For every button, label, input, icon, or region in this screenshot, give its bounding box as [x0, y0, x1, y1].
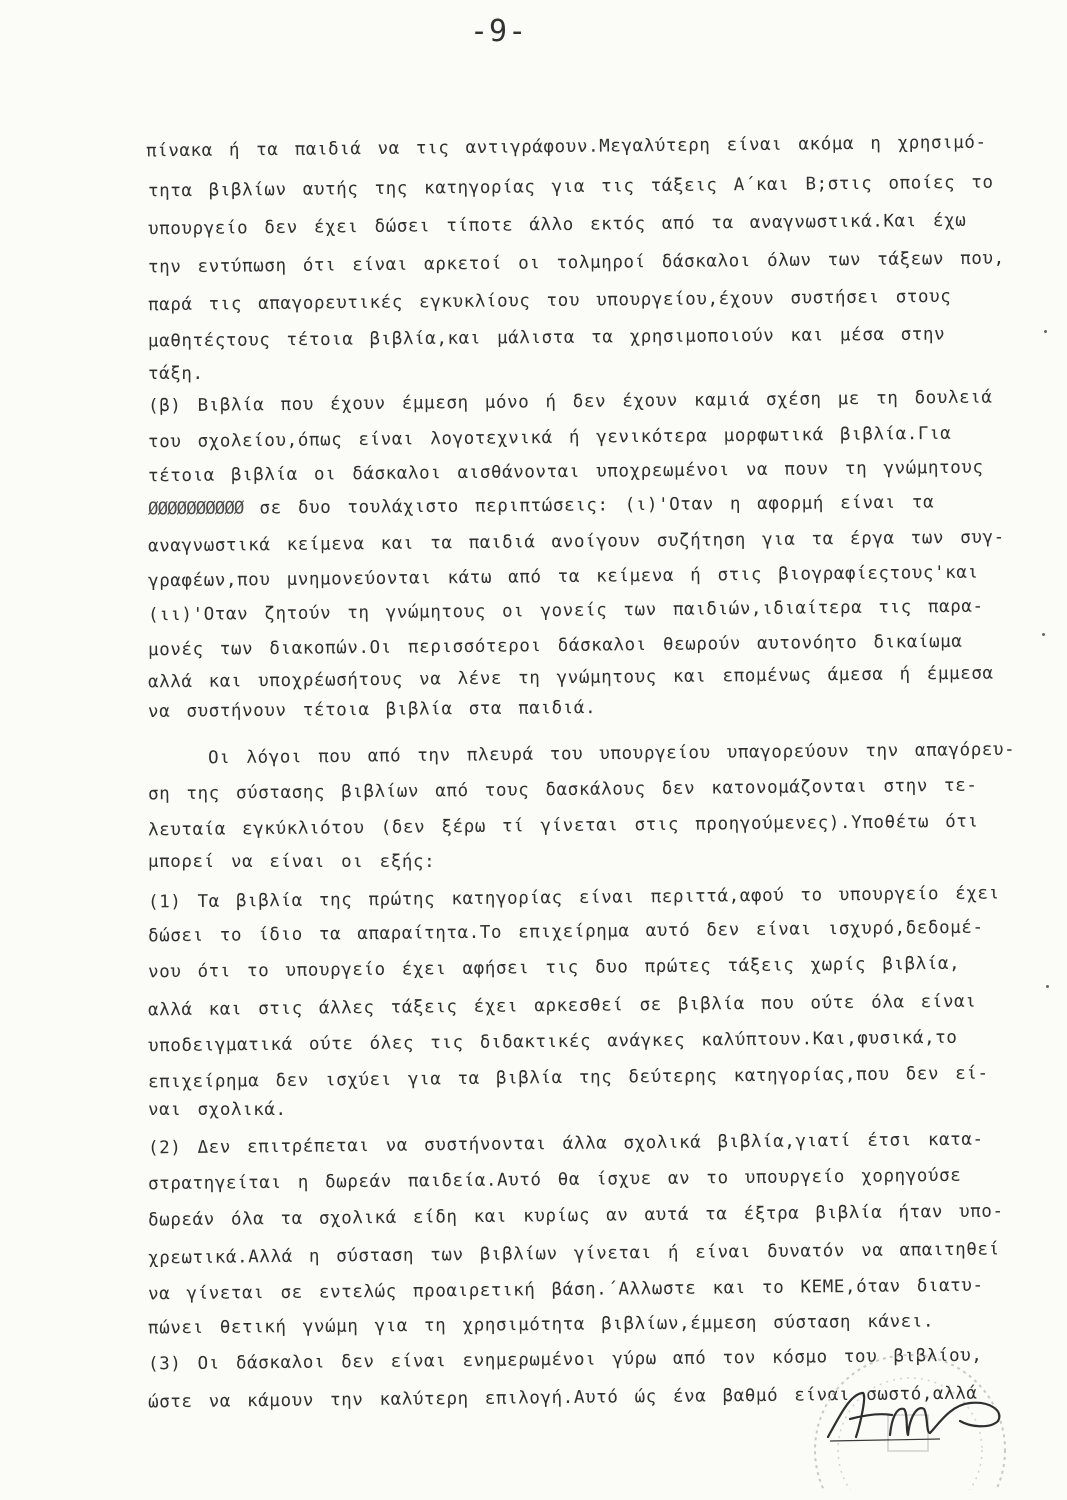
text-line: του σχολείου,όπως είναι λογοτεχνικά ή γενικότερα μορφωτικά βιβλία.Για: [147, 423, 952, 453]
text-line: να γίνεται σε εντελώς προαιρετική βάση.΄Αλλωστε και το ΚΕΜΕ,όταν διατυ-: [147, 1275, 984, 1305]
text-line: τέτοια βιβλία οι δάσκαλοι αισθάνονται υποχρεωμένοι να πουν τη γνώμητους: [147, 457, 984, 487]
text-line-content: σε δυο τουλάχιστο περιπτώσεις: (ι)'Οταν η αφορμή είναι τα: [259, 492, 935, 519]
text-line: γραφέων,που μνημονεύονται κάτω από τα κείμενα ή στις βιογραφίεςτους'και: [147, 562, 979, 592]
page-number: -9-: [470, 14, 528, 49]
text-line: μαθητέςτους τέτοια βιβλία,και μάλιστα τα χρησιμοποιούν και μέσα στην: [147, 324, 946, 352]
text-line: μονές των διακοπών.Οι περισσότεροι δάσκαλοι θεωρούν αυτονόητο δικαίωμα: [147, 631, 963, 661]
text-line: αλλά και υποχρέωσήτους να λένε τη γνώμητους και επομένως άμεσα ή έμμεσα: [147, 663, 994, 693]
margin-mark: [1042, 633, 1045, 636]
struck-out-text: ØØØØØØØØØØ: [147, 498, 244, 520]
text-line: (1) Τα βιβλία της πρώτης κατηγορίας είναι περιττά,αφού το υπουργείο έχει: [147, 883, 1000, 913]
text-line: ση της σύστασης βιβλίων από τους δασκάλους δεν κατονομάζονται στην τε-: [147, 775, 978, 805]
text-line: υπουργείο δεν έχει δώσει τίποτε άλλο εκτός από τα αναγνωστικά.Και έχω: [147, 210, 967, 240]
margin-mark: [1046, 985, 1049, 988]
text-line: λευταία εγκύκλιότου (δεν ξέρω τί γίνεται στις προηγούμενες).Υποθέτω ότι: [147, 811, 979, 841]
text-line: (3) Οι δάσκαλοι δεν είναι ενημερωμένοι γύρω από τον κόσμο του βιβλίου,: [147, 1345, 983, 1375]
text-line: τητα βιβλίων αυτής της κατηγορίας για τις τάξεις Α΄και Β;στις οποίες το: [147, 172, 994, 202]
text-line: [148, 493, 934, 520]
text-line: Οι λόγοι που από την πλευρά του υπουργείου υπαγορεύουν την απαγόρευ-: [207, 739, 1016, 769]
text-line: παρά τις απαγορευτικές εγκυκλίους του υπουργείου,έχουν συστήσει στους: [147, 286, 952, 316]
text-line: νου ότι το υπουργείο έχει αφήσει τις δυο πρώτες τάξεις χωρίς βιβλία,: [147, 953, 961, 983]
text-line: δωρεάν όλα τα σχολικά είδη και κυρίως αν αυτά τα έξτρα βιβλία ήταν υπο-: [147, 1201, 1004, 1231]
text-line: να συστήνουν τέτοια βιβλία στα παιδιά.: [147, 698, 597, 722]
text-line: πίνακα ή τα παιδιά να τις αντιγράφουν.Μεγαλύτερη είναι ακόμα η χρησιμό-: [145, 132, 987, 162]
text-line: πώνει θετική γνώμη για τη χρησιμότητα βιβλίων,έμμεση σύσταση κάνει.: [147, 1311, 935, 1339]
text-line: (ιι)'Οταν ζητούν τη γνώμητους οι γονείς των παιδιών,ιδιαίτερα τις παρα-: [147, 596, 984, 626]
text-line: (β) Βιβλία που έχουν έμμεση μόνο ή δεν έχουν καμιά σχέση με τη δουλειά: [147, 387, 993, 417]
text-line: αναγνωστικά κείμενα και τα παιδιά ανοίγουν συζήτηση για τα έργα των συγ-: [147, 527, 1005, 557]
margin-mark: [1044, 330, 1047, 333]
text-line: (2) Δεν επιτρέπεται να συστήνονται άλλα σχολικά βιβλία,γιατί έτσι κατα-: [147, 1129, 984, 1159]
text-line: την εντύπωση ότι είναι αρκετοί οι τολμηροί δάσκαλοι όλων των τάξεων που,: [147, 248, 1005, 278]
text-line: στρατηγείται η δωρεάν παιδεία.Αυτό θα ίσχυε αν το υπουργείο χορηγούσε: [147, 1165, 962, 1195]
text-line: υποδειγματικά ούτε όλες τις διδακτικές ανάγκες καλύπτουν.Και,φυσικά,το: [147, 1027, 958, 1057]
text-line: επιχείρημα δεν ισχύει για τα βιβλία της δεύτερης κατηγορίας,που δεν εί-: [147, 1063, 989, 1093]
handwritten-signature: [820, 1385, 1010, 1445]
text-line: χρεωτικά.Αλλά η σύσταση των βιβλίων γίνεται ή είναι δυνατόν να απαιτηθεί: [147, 1239, 1000, 1269]
text-line: δώσει το ίδιο τα απαραίτητα.Το επιχείρημα αυτό δεν είναι ισχυρό,δεδομέ-: [147, 917, 984, 947]
text-line: ναι σχολικά.: [148, 1100, 287, 1120]
text-line: αλλά και στις άλλες τάξεις έχει αρκεσθεί σε βιβλία που ούτε όλα είναι: [147, 991, 977, 1021]
text-line: ώστε να κάμουν την καλύτερη επιλογή.Αυτό ώς ένα βαθμό είναι σωστό,αλλά: [147, 1383, 978, 1413]
text-line: μπορεί να είναι οι εξής:: [148, 852, 436, 872]
text-line: τάξη.: [148, 364, 204, 384]
